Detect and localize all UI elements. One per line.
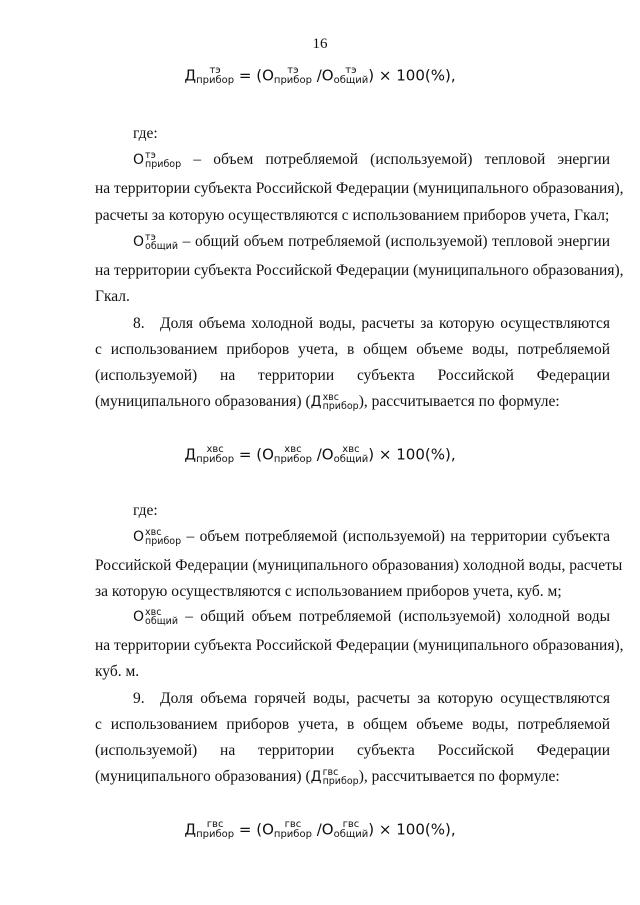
text-line: (муниципального образования) (Д гвс прибор ), рассчитывается по формуле:: [95, 767, 560, 787]
formula-heat-energy: Д тэ прибор = (О тэ прибор /О тэ общий ) × 100(%),: [184, 65, 456, 86]
where-label: где:: [133, 502, 158, 519]
paragraph-number: 9.: [133, 690, 145, 707]
definition-line: О хвс прибор – объем потребляемой (используемой) на территории субъекта: [133, 527, 611, 547]
definition-line: О хвс общий – общий объем потребляемой (используемой) холодной воды: [133, 607, 611, 627]
text-line: Доля объема горячей воды, расчеты за которую осуществляются: [160, 690, 610, 707]
text-line: Доля объема холодной воды, расчеты за которую осуществляются: [160, 315, 610, 332]
text-line: на территории субъекта Российской Федерации (муниципального образования),: [95, 180, 624, 197]
where-label: где:: [133, 125, 158, 142]
text-line: куб. м.: [95, 663, 140, 680]
page-number: 16: [312, 36, 328, 52]
formula-hot-water: Д гвс прибор = (О гвс прибор /О гвс общий ) × 100(%),: [184, 819, 456, 840]
text-line: Российской Федерации (муниципального образования) холодной воды, расчеты: [95, 557, 623, 574]
text-line: расчеты за которую осуществляются с использованием приборов учета, Гкал;: [95, 207, 610, 224]
text-line: Гкал.: [95, 288, 130, 305]
definition-line: О тэ общий – общий объем потребляемой (используемой) тепловой энергии: [133, 232, 610, 252]
text-line: с использованием приборов учета, в общем объеме воды, потребляемой: [95, 341, 610, 358]
definition-line: О тэ прибор – объем потребляемой (используемой) тепловой энергии: [133, 150, 611, 170]
text-line: (муниципального образования) (Д хвс прибор ), рассчитывается по формуле:: [95, 392, 560, 412]
text-line: на территории субъекта Российской Федерации (муниципального образования),: [95, 262, 624, 279]
text-line: (используемой) на территории субъекта Российской Федерации: [95, 367, 610, 384]
text-line: (используемой) на территории субъекта Российской Федерации: [95, 742, 610, 759]
text-line: на территории субъекта Российской Федерации (муниципального образования),: [95, 637, 624, 654]
text-line: с использованием приборов учета, в общем объеме воды, потребляемой: [95, 716, 610, 733]
text-line: за которую осуществляются с использованием приборов учета, куб. м;: [95, 583, 562, 600]
formula-cold-water: Д хвс прибор = (О хвс прибор /О хвс общий ) × 100(%),: [184, 444, 456, 465]
paragraph-number: 8.: [133, 315, 145, 332]
